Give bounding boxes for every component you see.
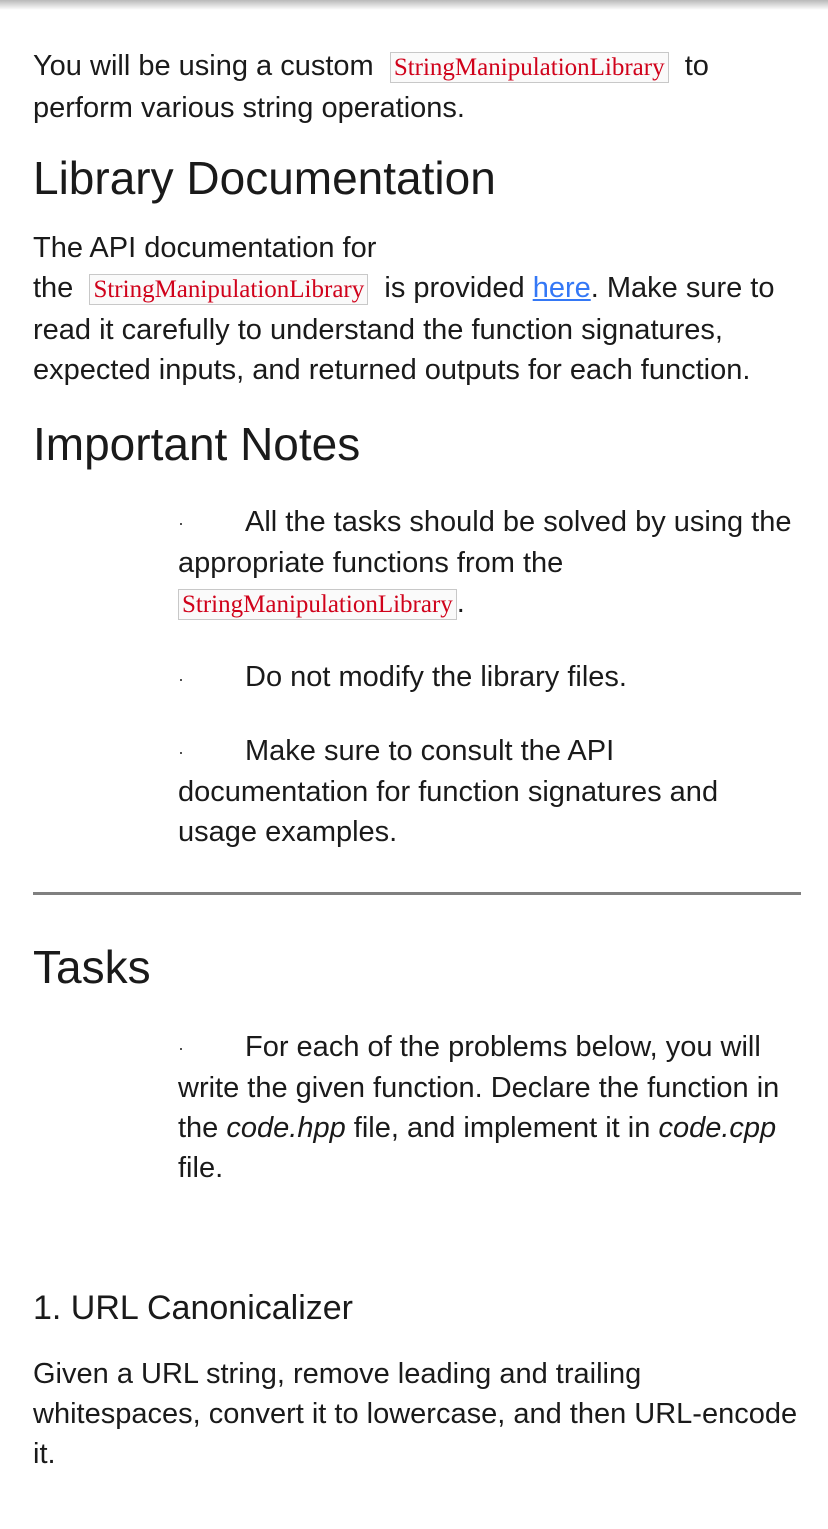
library-name-code: StringManipulationLibrary [89, 274, 368, 305]
important-notes-list [178, 502, 801, 852]
intro-text-before: You will be using a custom [33, 50, 374, 82]
doc-text-the: the [33, 272, 74, 304]
list-item [178, 657, 801, 698]
top-shadow [0, 0, 828, 10]
doc-text-rest: . Make sure to read it carefully to understand the function signatures, expected inputs, and returned outputs for each function. [33, 272, 775, 386]
library-name-code: StringManipulationLibrary [390, 52, 669, 83]
bullet-icon: · [178, 1038, 184, 1059]
api-docs-link[interactable]: here [532, 272, 591, 304]
doc-text-1: The API documentation for [33, 232, 377, 264]
intro-paragraph [33, 46, 801, 128]
list-item [178, 731, 801, 852]
task-text-2: file, and implement it in [353, 1112, 651, 1145]
intro-text-after: to perform various string operations. [33, 50, 709, 124]
note-1-text: All the tasks should be solved by using the appropriate functions from the [178, 506, 792, 580]
problem-1-description: Given a URL string, remove leading and trailing whitespaces, convert it to lowercase, and then URL-encode it. [33, 1358, 798, 1471]
bullet-icon: · [178, 668, 184, 689]
doc-text-provided: is provided [384, 272, 525, 304]
list-item [178, 502, 801, 625]
note-2-text: Do not modify the library files. [245, 661, 627, 694]
note-3-text: Make sure to consult the API documentation for function signatures and usage examples. [178, 734, 719, 849]
document-content [33, 46, 801, 1474]
tasks-heading: Tasks [33, 941, 151, 994]
library-documentation-heading: Library Documentation [33, 152, 496, 204]
file-name-cpp: code.cpp [658, 1112, 777, 1145]
important-notes-heading: Important Notes [33, 418, 361, 470]
problem-1-heading: 1. URL Canonicalizer [33, 1289, 353, 1328]
note-1-end: . [456, 587, 465, 620]
tasks-list [178, 1027, 801, 1188]
list-item [178, 1027, 801, 1188]
library-documentation-paragraph [33, 228, 801, 390]
bullet-icon: · [178, 513, 184, 534]
file-name-hpp: code.hpp [226, 1112, 346, 1145]
horizontal-divider [33, 892, 801, 895]
library-name-code: StringManipulationLibrary [178, 589, 457, 620]
task-text-1: For each of the problems below, you will write the given function. Declare the function in the [178, 1031, 780, 1145]
bullet-icon: · [178, 742, 184, 763]
task-text-3: file. [178, 1152, 224, 1185]
